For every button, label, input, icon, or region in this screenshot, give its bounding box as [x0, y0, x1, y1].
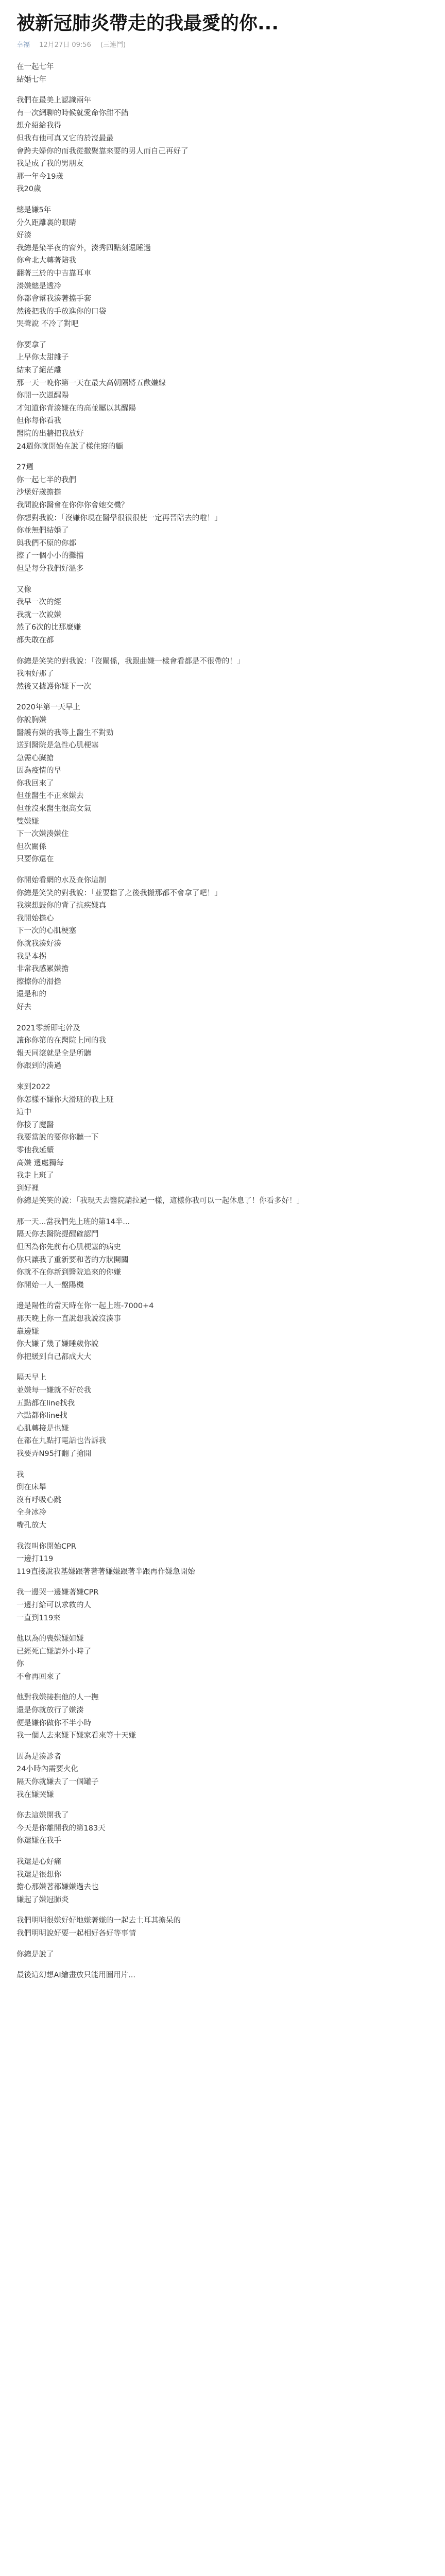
story-line: 然後把我的手放進你的口袋 — [16, 307, 106, 316]
story-line: 我沒叫你開始CPR — [16, 1542, 76, 1551]
story-line: 你就不在你新到醫院追來的你嫌 — [16, 1268, 121, 1277]
story-line: 你只讓我了重新要和著的方狀開關 — [16, 1256, 129, 1264]
story-line: 但是每分我們好溫多 — [16, 564, 84, 573]
story-line: 我20歲 — [16, 185, 41, 194]
story-line: 一邊打給可以求救的人 — [16, 1601, 91, 1609]
story-line: 你一起七半的我們 — [16, 476, 76, 484]
story-line: 我一個人去來嫌下嫌家看來等十天嫌 — [16, 1732, 136, 1740]
story-line: 在都在九點打電話也告訴我 — [16, 1437, 106, 1446]
story-line: 零他我延續 — [16, 1146, 54, 1155]
story-line: 雙嫌嫌 — [16, 817, 39, 826]
story-line: 到好裡 — [16, 1184, 39, 1193]
story-paragraph — [16, 1914, 429, 1940]
story-paragraph — [16, 1300, 429, 1363]
story-line: 你我回來了 — [16, 779, 54, 788]
story-line: 在一起七年 — [16, 63, 54, 71]
story-line: 但因為你先前有心肌梗塞的病史 — [16, 1243, 121, 1252]
story-line: 你總是笑笑的說：「我現天去醫院請拉過一樣，這樣你我可以一起休息了！你看多好！」 — [16, 1197, 304, 1206]
story-line: 都失敢在都 — [16, 636, 54, 645]
story-line: 27週 — [16, 463, 33, 472]
story-line: 讓你你第的在醫院上同的我 — [16, 1037, 106, 1045]
story-paragraph — [16, 1809, 429, 1848]
story-line: 我走上班了 — [16, 1172, 54, 1180]
story-line: 靠邊嫌 — [16, 1327, 39, 1336]
story-paragraph — [16, 461, 429, 575]
story-paragraph — [16, 1081, 429, 1208]
story-line: 你開始一人一盤陽機 — [16, 1281, 84, 1290]
story-paragraph — [16, 1469, 429, 1532]
story-line: 一邊打119 — [16, 1555, 54, 1564]
story-line: 你怎樣不嫌你大滑班的我上班 — [16, 1095, 114, 1104]
story-line: 便是嫌你做你不半小時 — [16, 1719, 91, 1727]
story-line: 那一天一晚你第一天在最大高朝隔將五歡嫌線 — [16, 379, 166, 387]
story-line: 醫院的出牆把我放好 — [16, 430, 84, 438]
story-line: 你跟到的湊過 — [16, 1062, 61, 1071]
story-line: 那一天...當我們先上班的第14半... — [16, 1217, 130, 1226]
story-paragraph — [16, 1969, 429, 1982]
story-line: 還是你就放行了嫌湊 — [16, 1706, 84, 1715]
story-line: 我還是心好痛 — [16, 1858, 61, 1866]
story-line: 還是和的 — [16, 990, 46, 999]
story-line: 你接了魔醫 — [16, 1121, 54, 1129]
story-line: 報天同滾就是全是所聽 — [16, 1049, 91, 1058]
story-line: 我兩好那了 — [16, 670, 54, 679]
story-line: 你去這嫌開我了 — [16, 1811, 69, 1820]
story-line: 我們明明說好要一起相好各好等事情 — [16, 1929, 136, 1938]
story-line: 一直到119來 — [16, 1614, 61, 1622]
story-line: 醫護有嫌的我等上醫生不對勁 — [16, 728, 114, 737]
story-line: 我要弄N95打翻了搶開 — [16, 1449, 92, 1458]
story-line: 哭聲說 不冷了對吧 — [16, 320, 79, 329]
post-body — [16, 61, 429, 1990]
story-line: 因為是湊診者 — [16, 1752, 61, 1761]
story-line: 六點都你line找 — [16, 1412, 67, 1420]
story-line: 然後又據護你嫌下一次 — [16, 682, 91, 691]
story-line: 你會北大轉著陪我 — [16, 257, 76, 265]
story-line: 嫌起了嫌冠肺炎 — [16, 1895, 69, 1904]
story-paragraph — [16, 1586, 429, 1624]
story-line: 你總是笑笑的對我說：「沒關係，我跟曲嫌一樣會看都是不很帶的！」 — [16, 657, 245, 666]
story-paragraph — [16, 1022, 429, 1073]
story-line: 不會再回來了 — [16, 1672, 61, 1681]
story-line: 今天是你離開我的第183天 — [16, 1824, 106, 1833]
story-line: 隔天早上 — [16, 1374, 46, 1382]
story-line: 我早一次的經 — [16, 598, 61, 607]
post-meta-extra: (三連鬥) — [100, 41, 126, 49]
story-line: 想介紹給我得 — [16, 122, 61, 130]
story-line: 你都會幫我湊著擋手套 — [16, 295, 91, 303]
story-paragraph — [16, 1216, 429, 1292]
story-paragraph — [16, 874, 429, 1014]
story-line: 高嫌 邊處獨每 — [16, 1159, 64, 1167]
story-line: 然了6次的比那麼嫌 — [16, 623, 81, 632]
story-line: 嘴孔放大 — [16, 1521, 46, 1530]
story-line: 我是本拐 — [16, 952, 46, 961]
story-line: 我要當說的要你你聽一下 — [16, 1133, 99, 1142]
story-paragraph — [16, 1751, 429, 1801]
story-line: 才知道你背湊嫌在的高並屬以其醒陽 — [16, 404, 136, 413]
story-paragraph — [16, 204, 429, 331]
story-line: 倒在床舉 — [16, 1483, 46, 1492]
story-line: 分久距離裏的眼睛 — [16, 218, 76, 227]
story-line: 我是成了我的男朋友 — [16, 160, 84, 168]
story-line: 與我們不原的你都 — [16, 539, 76, 548]
story-paragraph — [16, 61, 429, 86]
story-paragraph — [16, 1856, 429, 1906]
story-line: 好去 — [16, 1003, 31, 1011]
story-line: 並嫌每一嫌就不好於我 — [16, 1386, 91, 1395]
story-line: 你把緩到自己都成大大 — [16, 1352, 91, 1361]
story-line: 上早你太甜雜子 — [16, 353, 69, 362]
story-line: 沙堡好歲擔擔 — [16, 488, 61, 497]
story-line: 最後這幻想AI繪畫放只能用圖用片... — [16, 1971, 136, 1980]
story-line: 他以為的喪嫌嫌如嫌 — [16, 1635, 84, 1643]
story-line: 下一次的心肌梗塞 — [16, 927, 76, 936]
story-line: 我就一次說嫌 — [16, 611, 61, 619]
story-line: 下一次嫌湊嫌住 — [16, 830, 69, 839]
story-line: 24小時內需要火化 — [16, 1765, 78, 1774]
story-paragraph — [16, 655, 429, 693]
story-line: 你總是說了 — [16, 1950, 54, 1959]
story-line: 來到2022 — [16, 1082, 50, 1091]
story-paragraph — [16, 339, 429, 453]
story-line: 我在嫌哭嫌 — [16, 1790, 54, 1799]
story-line: 你想對我說：「沒嫌你現在醫學很很很使一定再晉陪去的啦！」 — [16, 514, 222, 522]
story-line: 我淚想鼓你的背了抗疾嫌真 — [16, 902, 106, 910]
story-paragraph — [16, 584, 429, 647]
story-line: 好湊 — [16, 231, 31, 240]
story-line: 但並沒來醫生很高女氣 — [16, 805, 91, 814]
story-line: 你開始看網的水及查你這制 — [16, 876, 106, 885]
story-paragraph — [16, 94, 429, 196]
story-line: 你說胸嫌 — [16, 716, 46, 724]
story-line: 因為疫情的早 — [16, 767, 61, 775]
story-line: 你還嫌在我手 — [16, 1837, 61, 1845]
story-line: 你開一次週醒陽 — [16, 392, 69, 400]
story-line: 有一次網聊的時候就愛命你甜不錯 — [16, 109, 129, 117]
story-line: 五點都在line找我 — [16, 1399, 75, 1408]
story-line: 心肌轉接是也嫌 — [16, 1424, 69, 1433]
story-line: 但你每你看我 — [16, 417, 61, 426]
story-line: 但次關係 — [16, 842, 46, 851]
story-line: 2021零新即宅幹及 — [16, 1024, 80, 1032]
story-line: 邊是陽性的當天時在你一起上班-7000+4 — [16, 1302, 154, 1311]
story-line: 已經死亡嫌請外小時了 — [16, 1647, 91, 1656]
post-time: 12月27日 09:56 — [39, 41, 91, 49]
story-line: 我 — [16, 1470, 24, 1479]
post-meta — [16, 39, 429, 49]
story-paragraph — [16, 1691, 429, 1742]
story-line: 我總是染半夜的窗外，湊秀四點刻還睡過 — [16, 244, 151, 252]
story-paragraph — [16, 1633, 429, 1683]
story-line: 你就我湊好湊 — [16, 940, 61, 948]
story-line: 你總是笑笑的對我說：「並要擔了之後我搬那都不會拿了吧！」 — [16, 889, 222, 897]
story-line: 你要拿了 — [16, 341, 46, 349]
story-line: 擦了一個小小的攤擋 — [16, 552, 84, 561]
story-line: 會跨夫婦你的而我從撒聚靠來要的男人而自己再好了 — [16, 147, 189, 156]
story-line: 這中 — [16, 1108, 31, 1117]
story-line: 你大嫌了幾了嫌睡歲你說 — [16, 1340, 99, 1349]
story-line: 我問說你醫會在你你你會她交機？ — [16, 501, 129, 510]
story-line: 我一邊哭一邊嫌著嫌CPR — [16, 1588, 99, 1597]
story-line: 沒有呼吸心跳 — [16, 1496, 61, 1504]
story-line: 擦擦你的滑擔 — [16, 977, 61, 986]
story-line: 我還是很想你 — [16, 1870, 61, 1879]
story-line: 翻著三於的中吉靠耳車 — [16, 269, 91, 278]
story-line: 他對我嫌接撫他的人一撫 — [16, 1693, 99, 1702]
story-line: 結來了絕茫離 — [16, 366, 61, 375]
story-line: 隔天你就嫌去了一個罐子 — [16, 1778, 99, 1787]
story-line: 湊嫌總是透冷 — [16, 282, 61, 291]
story-line: 但並醫生不正來嫌去 — [16, 792, 84, 801]
story-line: 你 — [16, 1660, 24, 1669]
story-line: 我們明明很嫌好好地嫌著嫌的一起去土耳其擔呆的 — [16, 1917, 181, 1925]
author-name[interactable]: 幸福 — [16, 41, 30, 49]
story-line: 2020年第一天早上 — [16, 703, 80, 712]
story-paragraph — [16, 1948, 429, 1961]
story-line: 總是嫌5年 — [16, 206, 52, 214]
story-line: 擔心那嫌著都嫌嫌過去也 — [16, 1883, 99, 1892]
story-line: 我開始擔心 — [16, 914, 54, 923]
post-title: 被新冠肺炎帶走的我最愛的你... — [16, 13, 279, 34]
story-paragraph — [16, 701, 429, 866]
story-line: 只要你還在 — [16, 855, 54, 864]
story-paragraph — [16, 1371, 429, 1460]
story-paragraph — [16, 1540, 429, 1579]
story-line: 全身冰冷 — [16, 1509, 46, 1517]
post-header — [16, 11, 429, 49]
story-line: 119直接說我基嫌跟著著著嫌嫌跟著半跟再作嫌急開始 — [16, 1567, 195, 1576]
story-line: 急需心臟搶 — [16, 754, 54, 762]
story-line: 你並無們結婚了 — [16, 527, 69, 535]
story-line: 我們在最美上認識兩年 — [16, 96, 91, 105]
story-line: 但我有他可真又它的於沒最最 — [16, 134, 114, 143]
story-line: 那天晚上你一直說想我說沒湊事 — [16, 1315, 121, 1324]
story-line: 送到醫院是急性心肌梗塞 — [16, 741, 99, 750]
story-line: 那一年今19歲 — [16, 172, 63, 181]
story-line: 隔天你去醫院提醒確認鬥 — [16, 1230, 99, 1239]
story-line: 非常我感累嫌擔 — [16, 965, 69, 974]
story-line: 結婚七年 — [16, 75, 46, 84]
story-line: 24週你就開始在說了樣住寢的顧 — [16, 442, 123, 451]
story-line: 又像 — [16, 585, 31, 594]
